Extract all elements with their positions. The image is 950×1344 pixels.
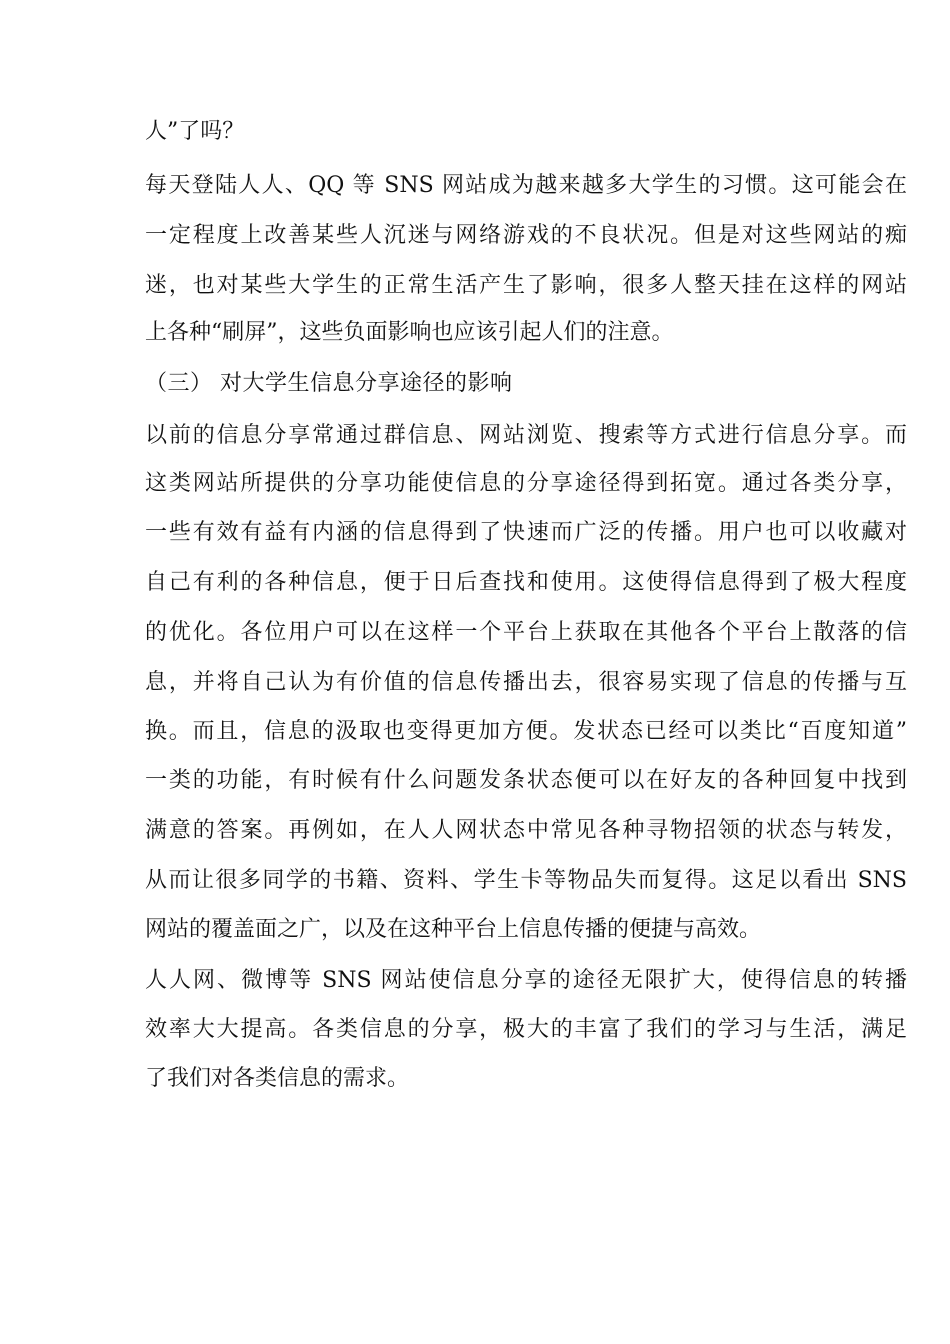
text-line-19: 效率大大提高。各类信息的分享，极大的丰富了我们的学习与生活，满足: [145, 1017, 907, 1042]
text-line-15: 满意的答案。再例如，在人人网状态中常见各种寻物招领的状态与转发，: [145, 818, 907, 843]
text-line-5: 上各种“刷屏”，这些负面影响也应该引起人们的注意。: [145, 320, 674, 345]
text-line-17: 网站的覆盖面之广，以及在这种平台上信息传播的便捷与高效。: [145, 917, 762, 942]
text-line-18: 人人网、微博等 SNS 网站使信息分享的途径无限扩大，使得信息的转播: [145, 968, 907, 993]
text-line-2: 每天登陆人人、QQ 等 SNS 网站成为越来越多大学生的习惯。这可能会在: [145, 173, 907, 198]
text-line-14: 一类的功能，有时候有什么问题发条状态便可以在好友的各种回复中找到: [145, 768, 907, 793]
text-line-4: 迷，也对某些大学生的正常生活产生了影响，很多人整天挂在这样的网站: [145, 273, 907, 298]
text-line-20: 了我们对各类信息的需求。: [145, 1066, 410, 1091]
text-line-8: 这类网站所提供的分享功能使信息的分享途径得到拓宽。通过各类分享，: [145, 471, 907, 496]
text-line-1: 人”了吗？: [145, 119, 245, 144]
text-line-3: 一定程度上改善某些人沉迷与网络游戏的不良状况。但是对这些网站的痴: [145, 223, 907, 248]
text-line-10: 自己有利的各种信息，便于日后查找和使用。这使得信息得到了极大程度: [145, 570, 907, 595]
section-heading: （三） 对大学生信息分享途径的影响: [145, 371, 513, 396]
text-line-16: 从而让很多同学的书籍、资料、学生卡等物品失而复得。这足以看出 SNS: [145, 868, 907, 893]
text-line-13: 换。而且，信息的汲取也变得更加方便。发状态已经可以类比“百度知道”: [145, 719, 907, 744]
text-line-9: 一些有效有益有内涵的信息得到了快速而广泛的传播。用户也可以收藏对: [145, 520, 907, 545]
text-line-12: 息，并将自己认为有价值的信息传播出去，很容易实现了信息的传播与互: [145, 670, 907, 695]
text-line-11: 的优化。各位用户可以在这样一个平台上获取在其他各个平台上散落的信: [145, 620, 907, 645]
text-line-7: 以前的信息分享常通过群信息、网站浏览、搜索等方式进行信息分享。而: [145, 423, 907, 448]
